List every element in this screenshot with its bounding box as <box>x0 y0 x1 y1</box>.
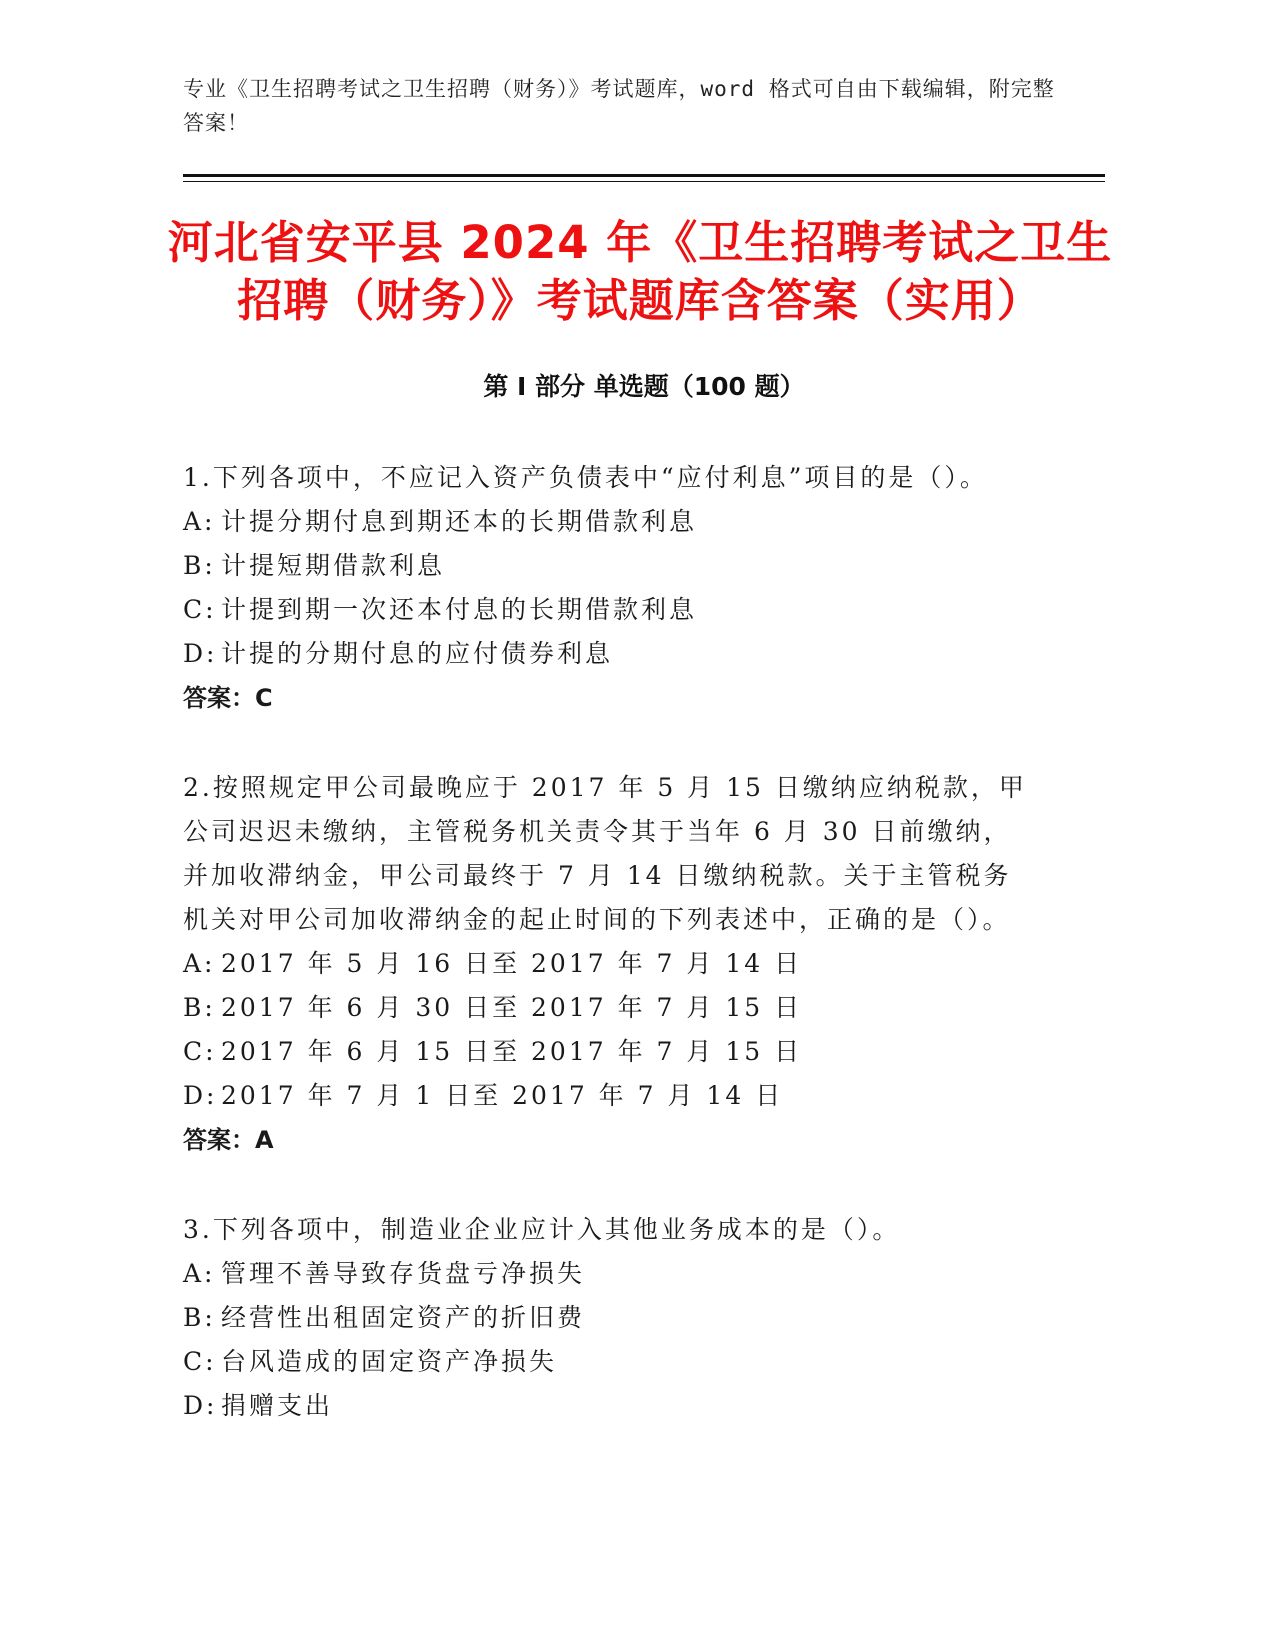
option-letter: D: <box>183 639 218 668</box>
option-text: 计提的分期付息的应付债券利息 <box>221 639 614 668</box>
option-d <box>183 632 1033 676</box>
option-c <box>183 1340 1033 1384</box>
question-stem: 1.下列各项中，不应记入资产负债表中“应付利息”项目的是（）。 <box>183 463 988 492</box>
option-c <box>183 1030 1033 1074</box>
header-rule-thin <box>183 181 1105 182</box>
option-b <box>183 1296 1033 1340</box>
question-stem: 2.按照规定甲公司最晚应于 2017 年 5 月 15 日缴纳应纳税款，甲公司迟迟未缴纳，主管税务机关责令其于当年 6 月 30 日前缴纳，并加收滞纳金，甲公司最终于 7 月 14 日缴纳税款。关于主管税务机关对甲公司加收滞纳金的起止时间的下列表述中，正确的是（）。 <box>183 773 1027 934</box>
option-text: 2017 年 6 月 15 日至 2017 年 7 月 15 日 <box>221 1037 803 1066</box>
option-c <box>183 588 1033 632</box>
option-text: 2017 年 7 月 1 日至 2017 年 7 月 14 日 <box>221 1081 784 1110</box>
section-title: 第 I 部分 单选题（100 题） <box>483 372 805 401</box>
header-note: 专业《卫生招聘考试之卫生招聘（财务）》考试题库，word 格式可自由下载编辑，附完整答案！ <box>183 77 1055 135</box>
option-d <box>183 1074 1033 1118</box>
answer-text: 答案：C <box>183 684 273 712</box>
option-a <box>183 1252 1033 1296</box>
question-2 <box>183 766 1033 1162</box>
option-letter: B: <box>183 993 216 1022</box>
option-text: 计提到期一次还本付息的长期借款利息 <box>221 595 698 624</box>
option-text: 台风造成的固定资产净损失 <box>221 1347 558 1376</box>
option-a <box>183 942 1033 986</box>
option-letter: C: <box>183 1347 217 1376</box>
option-d <box>183 1384 1033 1428</box>
option-text: 2017 年 6 月 30 日至 2017 年 7 月 15 日 <box>221 993 803 1022</box>
option-text: 计提分期付息到期还本的长期借款利息 <box>221 507 698 536</box>
option-b <box>183 986 1033 1030</box>
option-letter: C: <box>183 1037 217 1066</box>
option-letter: D: <box>183 1391 218 1420</box>
option-letter: B: <box>183 551 216 580</box>
option-text: 捐赠支出 <box>221 1391 334 1420</box>
document-title: 河北省安平县 2024 年《卫生招聘考试之卫生招聘（财务）》考试题库含答案（实用） <box>167 216 1113 327</box>
option-text: 管理不善导致存货盘亏净损失 <box>221 1259 586 1288</box>
question-stem: 3.下列各项中，制造业企业应计入其他业务成本的是（）。 <box>183 1215 901 1244</box>
question-3 <box>183 1208 1033 1428</box>
question-1 <box>183 456 1033 720</box>
option-letter: D: <box>183 1081 218 1110</box>
option-text: 2017 年 5 月 16 日至 2017 年 7 月 14 日 <box>221 949 803 978</box>
option-text: 计提短期借款利息 <box>221 551 446 580</box>
option-letter: C: <box>183 595 217 624</box>
answer-text: 答案：A <box>183 1126 274 1154</box>
header-rule-thick <box>183 174 1105 177</box>
option-text: 经营性出租固定资产的折旧费 <box>221 1303 586 1332</box>
option-letter: B: <box>183 1303 216 1332</box>
option-letter: A: <box>183 507 216 536</box>
question-list <box>183 456 1033 1474</box>
option-b <box>183 544 1033 588</box>
option-a <box>183 500 1033 544</box>
option-letter: A: <box>183 1259 216 1288</box>
option-letter: A: <box>183 949 216 978</box>
